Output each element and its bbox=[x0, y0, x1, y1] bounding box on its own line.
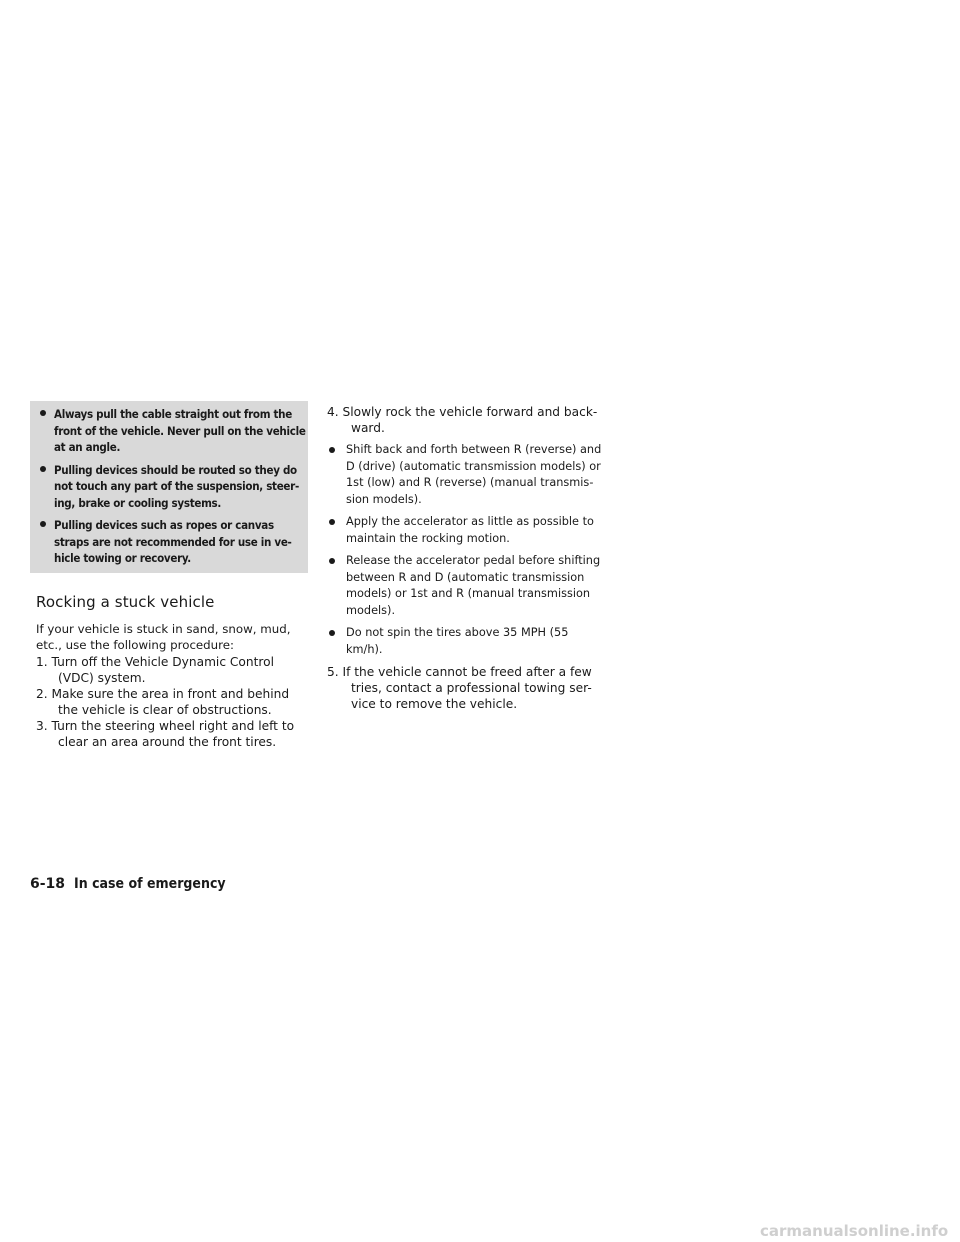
watermark: carmanualsonline.info bbox=[760, 1222, 949, 1240]
bullet-dot-icon bbox=[329, 447, 335, 453]
step-bullet bbox=[327, 442, 603, 508]
step-bullet bbox=[327, 625, 603, 658]
bullet-dot-icon bbox=[40, 410, 46, 416]
warning-box bbox=[30, 401, 308, 573]
footer-section-name: In case of emergency bbox=[74, 876, 226, 892]
right-column bbox=[327, 404, 603, 718]
step-item: 5. If the vehicle cannot be freed after a few tries, contact a professional towing ser-vice to remove the vehicle. bbox=[327, 665, 592, 711]
step-bullet-text: Release the accelerator pedal before shifting between R and D (automatic transmission models) or 1st and R (manual transmission models). bbox=[346, 554, 601, 617]
step-bullet bbox=[327, 514, 603, 547]
warning-bullet-text: Pulling devices should be routed so they do not touch any part of the suspension, steer-ing, brake or cooling systems. bbox=[54, 462, 299, 510]
page-number: 6-18 bbox=[30, 876, 66, 892]
bullet-dot-icon bbox=[40, 521, 46, 527]
step-bullet-text: Do not spin the tires above 35 MPH (55 km/h). bbox=[346, 626, 569, 656]
left-column bbox=[30, 401, 308, 750]
bullet-dot-icon bbox=[329, 519, 335, 525]
warning-bullet-text: Always pull the cable straight out from the front of the vehicle. Never pull on the vehicle at an angle. bbox=[54, 407, 306, 454]
bullet-dot-icon bbox=[40, 466, 46, 472]
warning-bullet bbox=[36, 517, 306, 567]
step-item: 1. Turn off the Vehicle Dynamic Control (VDC) system. bbox=[36, 654, 274, 685]
warning-bullet bbox=[36, 406, 306, 456]
step-bullet-text: Shift back and forth between R (reverse) and D (drive) (automatic transmission models) or 1st (low) and R (reverse) (manual transmis-sion models). bbox=[346, 443, 602, 506]
page-footer bbox=[30, 876, 226, 892]
step-item: 2. Make sure the area in front and behind the vehicle is clear of obstructions. bbox=[36, 686, 290, 717]
steps-list-left bbox=[36, 654, 308, 750]
intro-text: If your vehicle is stuck in sand, snow, mud, etc., use the following procedure: bbox=[36, 621, 291, 652]
warning-bullet-text: Pulling devices such as ropes or canvas straps are not recommended for use in ve-hicle towing or recovery. bbox=[54, 518, 292, 565]
section-heading: Rocking a stuck vehicle bbox=[36, 592, 215, 611]
bullet-dot-icon bbox=[329, 558, 335, 564]
warning-bullet bbox=[36, 462, 306, 512]
bullet-dot-icon bbox=[329, 630, 335, 636]
step-item: 4. Slowly rock the vehicle forward and back-ward. bbox=[327, 405, 598, 435]
step-bullet-text: Apply the accelerator as little as possible to maintain the rocking motion. bbox=[346, 515, 594, 545]
step-item: 3. Turn the steering wheel right and left to clear an area around the front tires. bbox=[36, 718, 295, 749]
step-bullet bbox=[327, 553, 603, 619]
